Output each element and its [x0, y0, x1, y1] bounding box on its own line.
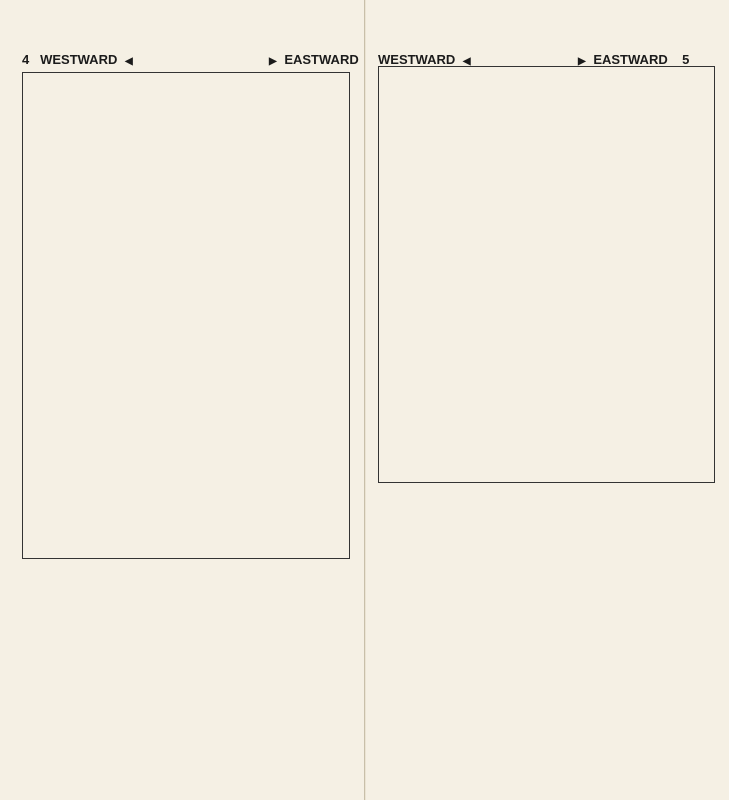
arrow-left-icon: ◀ — [462, 56, 471, 67]
right-page — [366, 0, 729, 800]
left-timetable — [22, 72, 350, 559]
left-header — [22, 52, 137, 67]
arrow-right-icon: ▶ — [269, 56, 277, 67]
eastward-label: EASTWARD — [593, 52, 668, 67]
arrow-right-icon: ▶ — [578, 56, 586, 67]
eastward-label: EASTWARD — [284, 52, 359, 67]
arrow-left-icon: ◀ — [124, 56, 133, 67]
page-number: 5 — [682, 52, 690, 67]
right-header — [378, 52, 475, 67]
westward-label: WESTWARD — [378, 52, 456, 67]
left-header-east — [265, 52, 359, 67]
page-number: 4 — [22, 52, 30, 67]
westward-label: WESTWARD — [40, 52, 118, 67]
right-header-east — [574, 52, 689, 67]
right-timetable — [378, 66, 715, 483]
